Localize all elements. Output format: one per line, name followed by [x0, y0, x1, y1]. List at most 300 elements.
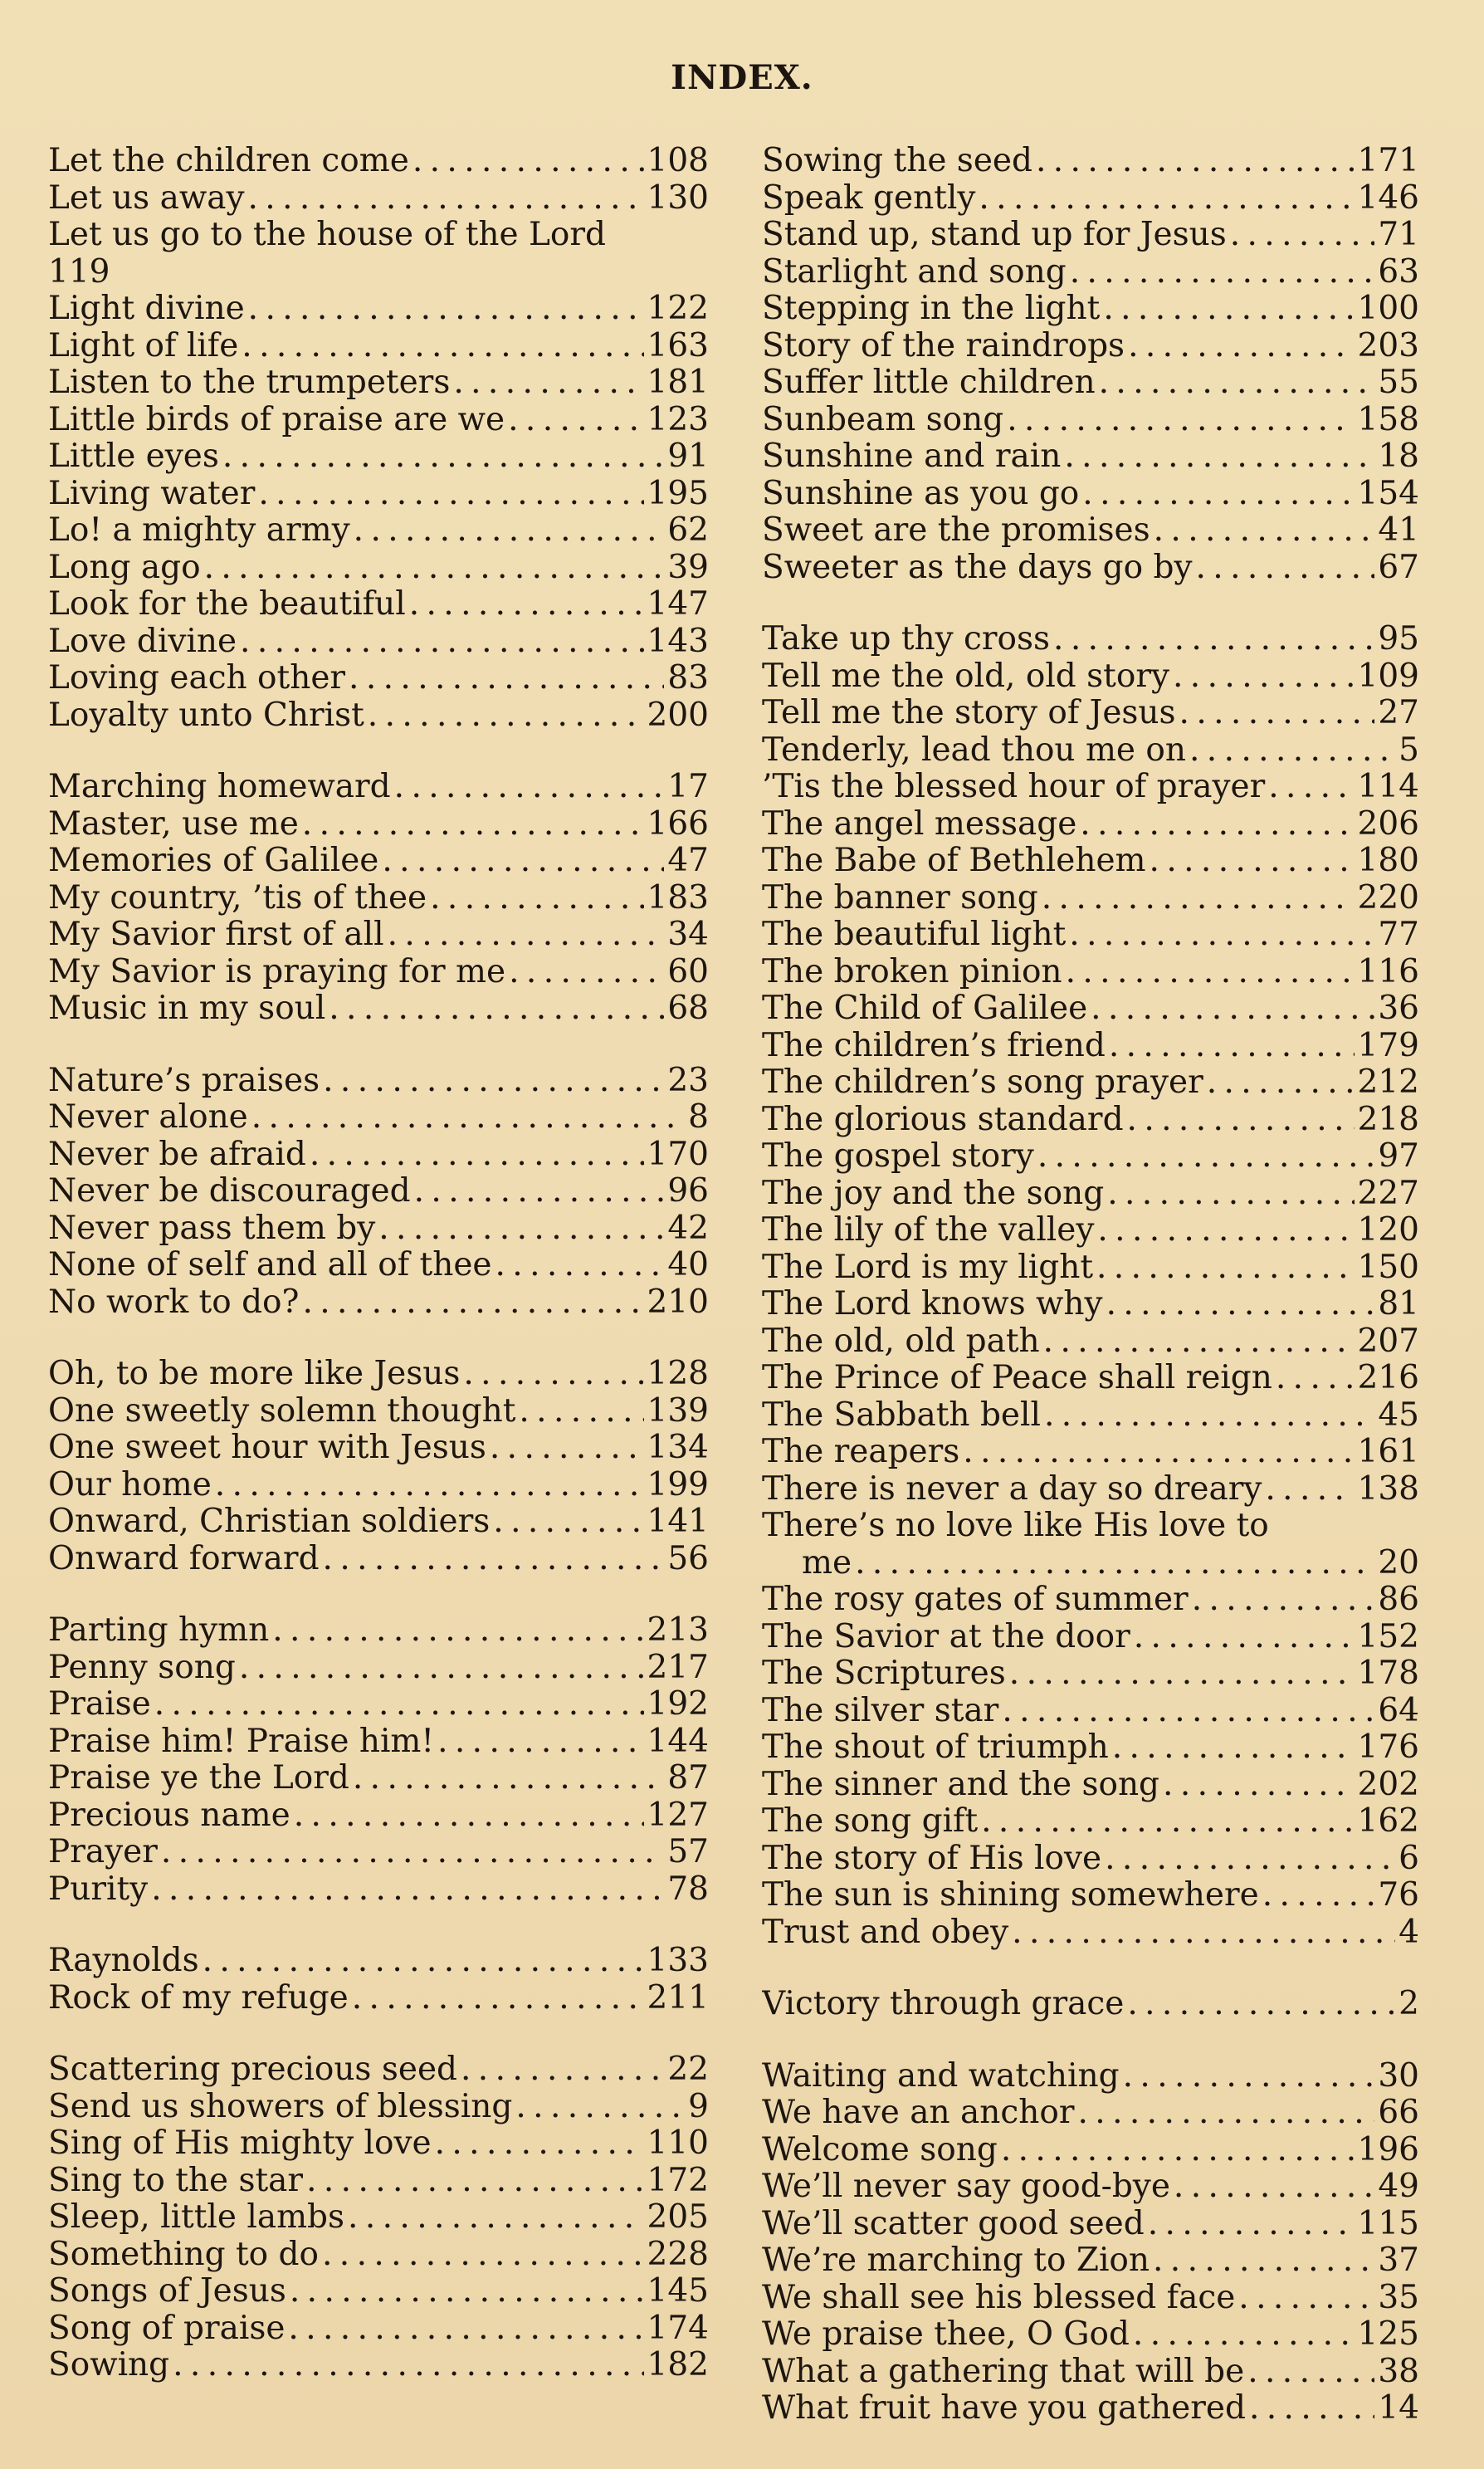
index-entry: [48, 2347, 709, 2384]
page-number: 39: [667, 549, 709, 586]
page-number: 36: [1378, 990, 1419, 1027]
entry-title: Memories of Galilee: [48, 843, 379, 879]
leader-dots: [979, 180, 1354, 218]
entry-title: The beautiful light: [762, 917, 1067, 953]
entry-title: Never be afraid: [48, 1136, 306, 1173]
index-entry: [762, 1803, 1419, 1841]
index-entry: [48, 2051, 709, 2089]
entry-title: Starlight and song: [762, 253, 1067, 291]
index-entry: [762, 1914, 1419, 1952]
entry-title: The children’s friend: [762, 1027, 1106, 1064]
page-number: 207: [1357, 1323, 1419, 1360]
leader-dots: [437, 1723, 643, 1761]
leader-dots: [1091, 990, 1374, 1028]
page-number: 120: [1357, 1212, 1419, 1249]
index-entry: [762, 1986, 1419, 2023]
page-number: 71: [1378, 217, 1419, 253]
index-entry: [48, 1393, 709, 1430]
index-entry: [762, 769, 1419, 806]
index-group: [762, 2058, 1419, 2427]
leader-dots: [1179, 695, 1375, 732]
entry-title: Something to do: [48, 2236, 319, 2273]
leader-dots: [1192, 1582, 1375, 1619]
leader-dots: [222, 438, 664, 476]
page-number: 42: [667, 1210, 709, 1247]
page-number: 146: [1357, 179, 1419, 217]
index-entry: [762, 1582, 1419, 1619]
leader-dots: [1112, 1729, 1355, 1767]
leader-dots: [1268, 769, 1354, 806]
entry-title: Sunshine as you go: [762, 475, 1080, 512]
entry-title: Living water: [48, 475, 256, 512]
leader-dots: [495, 1247, 665, 1284]
leader-dots: [1123, 2058, 1375, 2095]
index-entry: [762, 1138, 1419, 1176]
index-entry: [48, 217, 709, 291]
leader-dots: [306, 2163, 643, 2200]
page-title: INDEX.: [671, 58, 813, 97]
leader-dots: [1148, 2206, 1355, 2243]
entry-title: The broken pinion: [762, 953, 1062, 990]
page-number: 125: [1357, 2316, 1419, 2353]
leader-dots: [173, 2347, 643, 2384]
entry-title: Nature’s praises: [48, 1062, 320, 1099]
index-column-left: [48, 143, 709, 2419]
entry-title: What a gathering that will be: [762, 2353, 1245, 2390]
leader-dots: [1044, 1397, 1374, 1435]
leader-dots: [302, 806, 644, 843]
entry-title: We’ll never say good-bye: [762, 2168, 1170, 2205]
entry-title: Suffer little children: [762, 364, 1096, 401]
page-number: 66: [1378, 2095, 1419, 2131]
entry-title: The Babe of Bethlehem: [762, 843, 1146, 879]
leader-dots: [204, 550, 665, 587]
index-entry: [48, 769, 709, 806]
index-entry: [762, 806, 1419, 843]
leader-dots: [294, 1797, 644, 1835]
page-number: 17: [667, 769, 709, 805]
leader-dots: [251, 1099, 685, 1137]
entry-title: We’re marching to Zion: [762, 2242, 1150, 2279]
leader-dots: [1097, 1212, 1354, 1249]
entry-title: Send us showers of blessing: [48, 2088, 513, 2125]
page-number: 100: [1357, 291, 1419, 327]
index-entry: [762, 1249, 1419, 1287]
entry-title: The shout of triumph: [762, 1729, 1109, 1766]
leader-dots: [1238, 2280, 1374, 2317]
leader-dots: [490, 1430, 644, 1467]
index-entry: [48, 697, 709, 735]
index-entry: [762, 2354, 1419, 2391]
index-column-right: [762, 143, 1419, 2462]
page-number: 227: [1357, 1175, 1419, 1212]
entry-title: Purity: [48, 1870, 149, 1908]
leader-dots: [349, 660, 664, 697]
entry-title: My country, ’tis of thee: [48, 879, 427, 917]
leader-dots: [368, 697, 644, 735]
entry-title: The Lord is my light: [762, 1249, 1093, 1286]
index-entry: [48, 1797, 709, 1835]
page-number: 86: [1378, 1582, 1419, 1618]
page-number: 171: [1357, 143, 1419, 179]
entry-title: Praise him! Praise him!: [48, 1723, 435, 1760]
entry-title: The rosy gates of summer: [762, 1582, 1189, 1618]
entry-title: The lily of the valley: [762, 1212, 1095, 1249]
leader-dots: [463, 1356, 643, 1393]
leader-dots: [272, 1612, 643, 1650]
leader-dots: [409, 586, 644, 623]
index-entry: [762, 2390, 1419, 2427]
page-number: 119: [48, 252, 110, 291]
page-number: 202: [1357, 1766, 1419, 1803]
index-entry: [762, 695, 1419, 732]
index-entry: [762, 2058, 1419, 2095]
leader-dots: [203, 1943, 644, 1980]
page-number: 216: [1357, 1360, 1419, 1396]
entry-title: We’ll scatter good seed: [762, 2205, 1145, 2242]
leader-dots: [1070, 254, 1375, 291]
page-number: 14: [1378, 2390, 1419, 2427]
entry-title: The Child of Galilee: [762, 990, 1088, 1027]
entry-title: Praise ye the Lord: [48, 1760, 349, 1797]
page-number: 2: [1399, 1986, 1419, 2022]
entry-title: The joy and the song: [762, 1175, 1105, 1212]
page-number: 134: [647, 1430, 709, 1466]
index-entry: [762, 732, 1419, 770]
entry-title: Little eyes: [48, 438, 219, 475]
entry-title: Parting hymn: [48, 1612, 270, 1649]
page-number: 5: [1399, 731, 1419, 769]
entry-title: The story of His love: [762, 1840, 1102, 1877]
entry-title: Let us away: [48, 179, 245, 217]
index-entry: [48, 1980, 709, 2017]
leader-dots: [1109, 1028, 1355, 1065]
leader-dots: [1154, 512, 1375, 550]
page-number: 62: [667, 512, 709, 549]
leader-dots: [378, 1210, 664, 1248]
leader-dots: [1064, 438, 1374, 476]
page-number: 109: [1357, 658, 1419, 695]
page-number: 27: [1378, 695, 1419, 731]
page-number: 123: [647, 401, 709, 438]
entry-title: The old, old path: [762, 1323, 1040, 1360]
page-number: 141: [647, 1503, 709, 1540]
index-entry: [48, 1173, 709, 1210]
index-group: [48, 1943, 709, 2017]
index-entry: [48, 1723, 709, 1761]
page-number: 181: [647, 364, 709, 401]
page-number: 195: [647, 475, 709, 512]
leader-dots: [353, 1760, 664, 1797]
entry-title: The sinner and the song: [762, 1766, 1160, 1803]
entry-title: Penny song: [48, 1649, 236, 1686]
page-number: 127: [647, 1797, 709, 1834]
page-number: 228: [647, 2236, 709, 2273]
entry-title: Light of life: [48, 327, 239, 364]
leader-dots: [1099, 364, 1375, 402]
leader-dots: [215, 1467, 644, 1504]
entry-title: Little birds of praise are we: [48, 401, 505, 438]
index-entry: [48, 1247, 709, 1284]
page-number: 57: [667, 1834, 709, 1870]
page-number: 152: [1357, 1618, 1419, 1655]
index-entry: [48, 623, 709, 661]
leader-dots: [1107, 1176, 1354, 1213]
leader-dots: [1007, 402, 1354, 439]
entry-title: Onward forward: [48, 1540, 320, 1577]
entry-title: Love divine: [48, 623, 237, 660]
index-entry: [762, 438, 1419, 476]
entry-title: The reapers: [762, 1434, 960, 1470]
leader-dots: [1066, 954, 1355, 991]
leader-dots: [1069, 917, 1374, 954]
leader-dots: [1103, 291, 1354, 328]
index-entry: [48, 1467, 709, 1504]
page-number: 130: [647, 179, 709, 217]
entry-title: Stand up, stand up for Jesus: [762, 217, 1227, 253]
index-entry: [762, 658, 1419, 696]
page-number: 172: [647, 2162, 709, 2199]
index-entry: [48, 990, 709, 1028]
leader-dots: [239, 1650, 644, 1687]
page-number: 161: [1357, 1434, 1419, 1470]
leader-dots: [430, 880, 643, 917]
leader-dots: [1096, 1249, 1355, 1287]
entry-title: Songs of Jesus: [48, 2273, 286, 2310]
entry-title: Sleep, little lambs: [48, 2199, 345, 2236]
page-number: 95: [1378, 621, 1419, 658]
index-entry: [762, 990, 1419, 1028]
entry-title: The gospel story: [762, 1138, 1034, 1175]
entry-title: Scattering precious seed: [48, 2051, 457, 2088]
leader-dots: [329, 990, 664, 1028]
index-entry: [48, 328, 709, 365]
entry-title: Never be discouraged: [48, 1173, 411, 1210]
index-entry: [762, 1841, 1419, 1878]
entry-title: Marching homeward: [48, 769, 391, 805]
page-number: 41: [1378, 512, 1419, 549]
page-number: 91: [667, 438, 709, 475]
leader-dots: [1195, 550, 1374, 587]
entry-title: Tenderly, lead thou me on: [762, 731, 1186, 769]
leader-dots: [248, 291, 644, 328]
page-number: 110: [647, 2125, 709, 2162]
index-entry: [762, 2168, 1419, 2206]
index-entry: [48, 2089, 709, 2126]
entry-title: Praise: [48, 1686, 151, 1723]
index-entry: [762, 1102, 1419, 1139]
page-number: 78: [667, 1870, 709, 1908]
index-entry: [48, 1650, 709, 1687]
entry-title: Never alone: [48, 1099, 248, 1136]
leader-dots: [1174, 2168, 1374, 2206]
leader-dots: [1230, 217, 1375, 254]
entry-title: Take up thy cross: [762, 621, 1051, 658]
entry-title: Welcome song: [762, 2131, 998, 2168]
entry-title: The Scriptures: [762, 1655, 1006, 1692]
leader-dots: [161, 1834, 664, 1871]
leader-dots: [322, 2237, 644, 2274]
index-entry: [762, 217, 1419, 254]
page-number: 23: [667, 1062, 709, 1099]
index-entry: [762, 1028, 1419, 1065]
entry-title: Master, use me: [48, 805, 299, 843]
entry-title: ’Tis the blessed hour of prayer: [762, 769, 1266, 805]
index-entry: [762, 2206, 1419, 2243]
index-entry: [48, 917, 709, 954]
index-group: [48, 1063, 709, 1322]
page-number: 147: [647, 586, 709, 623]
entry-title: The banner song: [762, 879, 1038, 917]
index-entry: [762, 1877, 1419, 1914]
index-entry: [48, 1760, 709, 1797]
page-number: 22: [667, 2051, 709, 2088]
page-number: 37: [1378, 2242, 1419, 2279]
entry-title: Loyalty unto Christ: [48, 697, 364, 734]
index-entry: [762, 1471, 1419, 1508]
entry-title: Oh, to be more like Jesus: [48, 1356, 461, 1392]
leader-dots: [1106, 1286, 1375, 1323]
leader-dots: [508, 402, 643, 439]
leader-dots: [1150, 843, 1355, 880]
leader-dots: [1153, 2242, 1374, 2280]
index-entry: [762, 364, 1419, 402]
entry-title: Sowing: [48, 2347, 170, 2383]
page-number: 144: [647, 1723, 709, 1760]
page-number: 200: [647, 697, 709, 734]
entry-title: Trust and obey: [762, 1914, 1009, 1951]
entry-title: Onward, Christian soldiers: [48, 1503, 491, 1540]
page-number: 174: [647, 2310, 709, 2347]
entry-title: The sun is shining somewhere: [762, 1877, 1259, 1914]
index-entry: [48, 438, 709, 476]
page-number: 217: [647, 1649, 709, 1686]
entry-title: Precious name: [48, 1797, 290, 1834]
page-number: 6: [1399, 1840, 1419, 1877]
leader-dots: [1276, 1360, 1355, 1397]
index-group: [762, 621, 1419, 1951]
entry-title: Our home: [48, 1466, 212, 1503]
index-entry: [48, 1686, 709, 1723]
page-number: 97: [1378, 1138, 1419, 1175]
entry-title: Speak gently: [762, 179, 976, 217]
index-entry: [48, 2163, 709, 2200]
page-number: 108: [647, 143, 709, 179]
leader-dots: [1262, 1877, 1375, 1914]
index-entry: [48, 954, 709, 991]
entry-title: The glorious standard: [762, 1101, 1124, 1138]
leader-dots: [963, 1434, 1354, 1471]
page-number: 96: [667, 1173, 709, 1210]
entry-title: The song gift: [762, 1803, 979, 1840]
page-number: 211: [647, 1979, 709, 2017]
entry-title: Sowing the seed: [762, 143, 1032, 179]
index-entry: [762, 1397, 1419, 1435]
entry-title: There is never a day so dreary: [762, 1470, 1262, 1508]
page-number: 133: [647, 1943, 709, 1979]
index-entry: [762, 512, 1419, 550]
entry-title: The Prince of Peace shall reign: [762, 1360, 1272, 1396]
index-entry: [48, 1137, 709, 1174]
leader-dots: [1009, 1655, 1355, 1693]
index-entry: [48, 1503, 709, 1541]
leader-dots: [1036, 143, 1355, 180]
page-number: 35: [1378, 2279, 1419, 2316]
leader-dots: [1163, 1767, 1355, 1804]
leader-dots: [1043, 1323, 1355, 1361]
entry-title: My Savior is praying for me: [48, 953, 506, 990]
leader-dots: [323, 1063, 664, 1100]
leader-dots: [1249, 2390, 1374, 2427]
index-entry: [48, 1284, 709, 1322]
index-entry: [762, 1693, 1419, 1730]
index-entry: [48, 1541, 709, 1578]
leader-dots: [1247, 2354, 1374, 2391]
index-entry: [762, 917, 1419, 954]
page-number: 18: [1378, 438, 1419, 475]
page-number: 145: [647, 2273, 709, 2310]
leader-dots: [1082, 476, 1354, 513]
page-number: 115: [1357, 2205, 1419, 2242]
leader-dots: [240, 623, 644, 661]
entry-title: Let the children come: [48, 143, 409, 179]
leader-dots: [352, 1980, 644, 2017]
entry-title: Look for the beautiful: [48, 586, 406, 623]
entry-title: The Lord knows why: [762, 1286, 1103, 1323]
index-entry: [48, 402, 709, 439]
leader-dots: [519, 1393, 643, 1430]
index-group: [48, 1356, 709, 1577]
entry-title: Light divine: [48, 291, 245, 327]
leader-dots: [1189, 732, 1395, 770]
page-number: 203: [1357, 327, 1419, 364]
page-number: 49: [1378, 2168, 1419, 2205]
leader-dots: [414, 1173, 665, 1210]
index-entry: [762, 1508, 1419, 1582]
entry-title: We shall see his blessed face: [762, 2279, 1236, 2316]
index-entry: [762, 550, 1419, 587]
index-entry: [762, 2280, 1419, 2317]
index-group: [762, 1986, 1419, 2023]
entry-title: Listen to the trumpeters: [48, 364, 451, 401]
page-number: 30: [1378, 2057, 1419, 2095]
index-entry: [762, 2132, 1419, 2169]
page-number: 182: [647, 2347, 709, 2383]
page-number: 170: [647, 1136, 709, 1173]
entry-title: Long ago: [48, 549, 201, 586]
page-number: 139: [647, 1392, 709, 1430]
leader-dots: [855, 1545, 1374, 1582]
leader-dots: [981, 1803, 1354, 1841]
leader-dots: [258, 476, 643, 513]
index-group: [48, 143, 709, 734]
leader-dots: [1053, 621, 1374, 658]
entry-title: Raynolds: [48, 1943, 199, 1979]
entry-title: Sweeter as the days go by: [762, 549, 1193, 586]
page-number: 143: [647, 623, 709, 660]
index-group: [762, 143, 1419, 586]
index-entry: [762, 180, 1419, 218]
page-number: 138: [1357, 1470, 1419, 1508]
index-entry: [762, 1434, 1419, 1471]
index-entry: [48, 1063, 709, 1100]
leader-dots: [1012, 1914, 1395, 1952]
entry-title: Tell me the story of Jesus: [762, 695, 1176, 731]
page-number: 210: [647, 1283, 709, 1321]
index-group: [48, 2051, 709, 2384]
index-entry: [48, 660, 709, 697]
leader-dots: [394, 769, 665, 806]
